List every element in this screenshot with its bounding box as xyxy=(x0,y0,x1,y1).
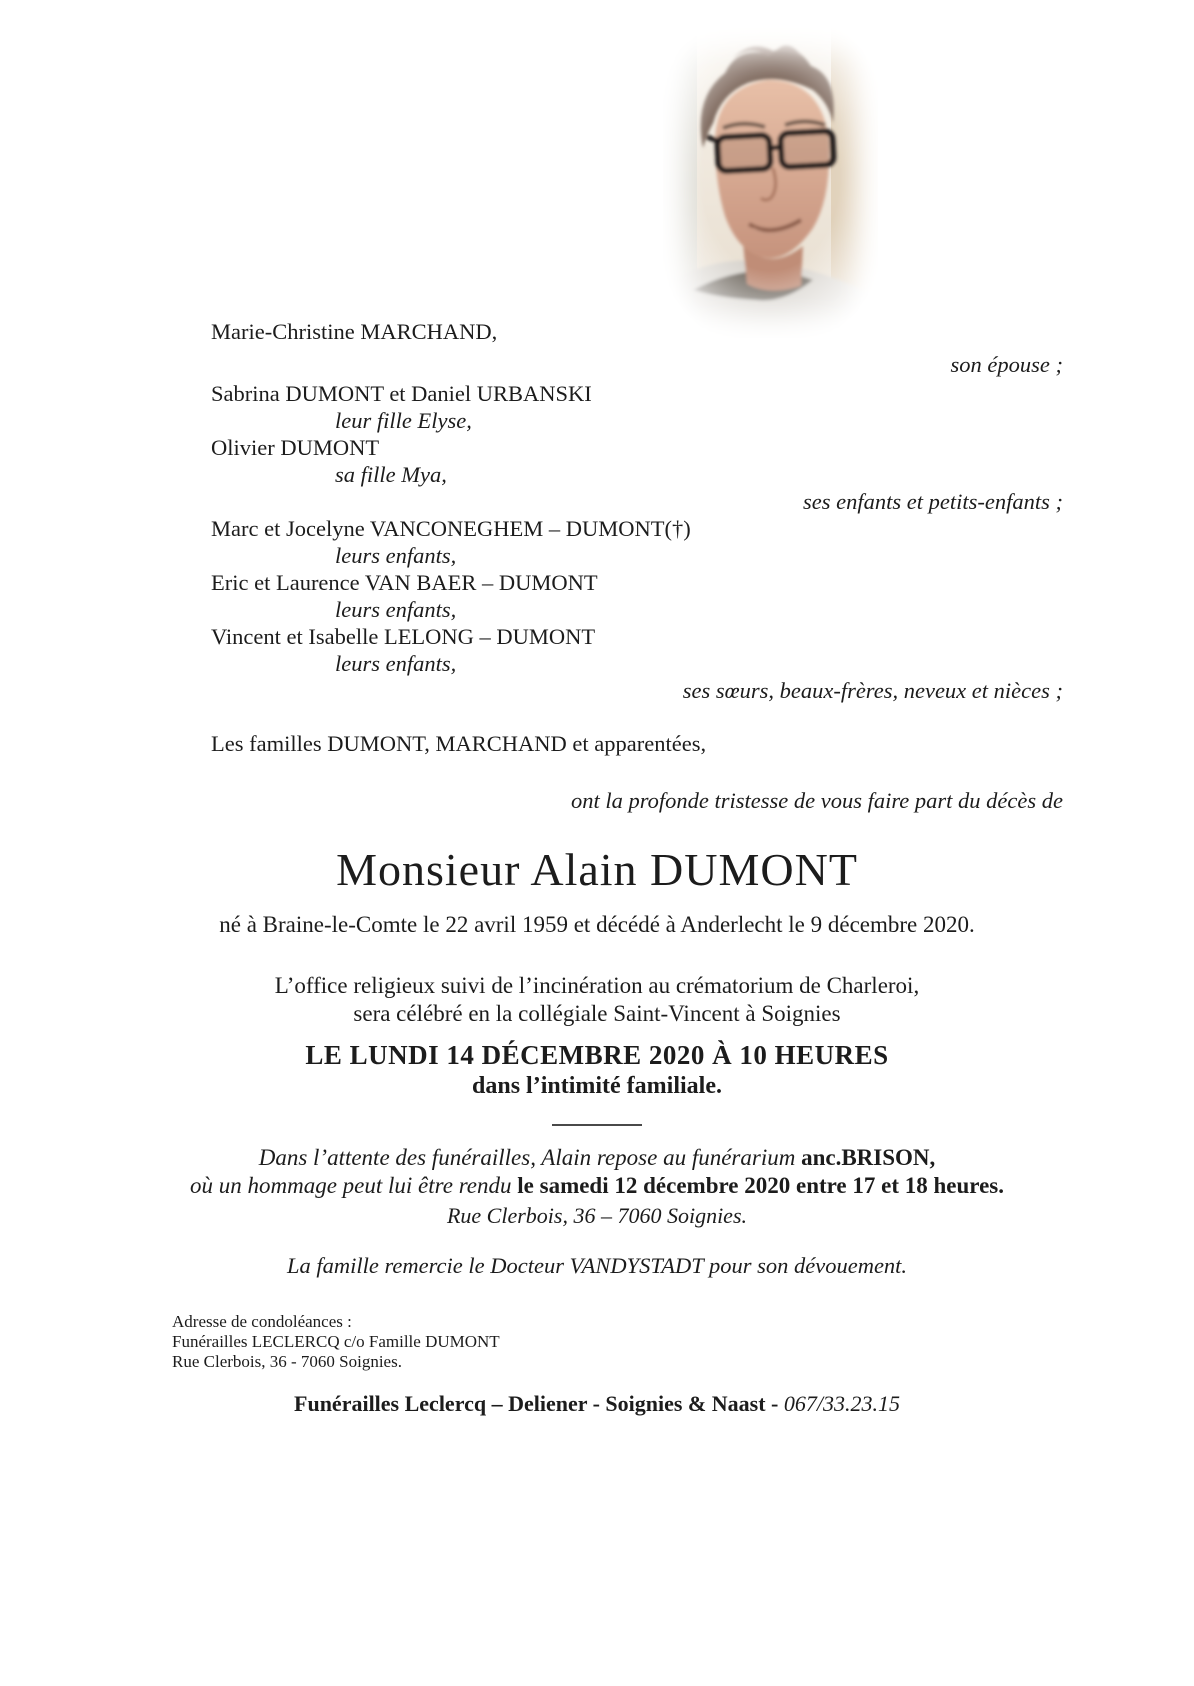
relatives-list xyxy=(211,318,1063,704)
funeral-home-footer xyxy=(0,1390,1194,1418)
condolences-block xyxy=(172,1312,1194,1372)
service-line-1: L’office religieux suivi de l’incinération au crématorium de Charleroi, xyxy=(274,973,920,998)
photo-fade-overlay xyxy=(663,28,878,338)
granddaughter-mya: sa fille Mya, xyxy=(335,462,447,487)
daughter-couple: Sabrina DUMONT et Daniel URBANSKI xyxy=(211,381,592,406)
repose-line-2-datetime: le samedi 12 décembre 2020 entre 17 et 18 heures. xyxy=(517,1173,1005,1198)
sister-family-3: Vincent et Isabelle LELONG – DUMONT xyxy=(211,624,596,649)
repose-line-1-text: Dans l’attente des funérailles, Alain repose au funérarium xyxy=(258,1145,802,1170)
repose-line-2-text: où un hommage peut lui être rendu xyxy=(189,1173,518,1198)
repose-line-2 xyxy=(0,1172,1194,1200)
condolences-title: Adresse de condoléances : xyxy=(172,1312,352,1331)
sister-family-2-children: leurs enfants, xyxy=(335,597,457,622)
sister-family-1: Marc et Jocelyne VANCONEGHEM – DUMONT(†) xyxy=(211,516,691,541)
granddaughter-elyse: leur fille Elyse, xyxy=(335,408,472,433)
condolences-line-1: Funérailles LECLERCQ c/o Famille DUMONT xyxy=(172,1332,500,1351)
announcement-line: ont la profonde tristesse de vous faire part du décès de xyxy=(570,788,1063,813)
service-privacy: dans l’intimité familiale. xyxy=(472,1073,722,1099)
son-name: Olivier DUMONT xyxy=(211,435,380,460)
service-line-2: sera célébré en la collégiale Saint-Vincent à Soignies xyxy=(353,1001,841,1026)
section-divider xyxy=(552,1124,642,1126)
deceased-portrait-photo xyxy=(663,28,878,338)
life-dates: né à Braine-le-Comte le 22 avril 1959 et décédé à Anderlecht le 9 décembre 2020. xyxy=(219,912,975,937)
sister-family-1-children: leurs enfants, xyxy=(335,543,457,568)
funeral-home-name: Funérailles Leclercq – Deliener - Soignies & Naast - xyxy=(294,1391,784,1416)
thanks-line: La famille remercie le Docteur VANDYSTADT pour son dévouement. xyxy=(286,1253,908,1278)
service-datetime: LE LUNDI 14 DÉCEMBRE 2020 À 10 HEURES xyxy=(305,1040,889,1070)
wife-name: Marie-Christine MARCHAND, xyxy=(211,319,498,344)
funeral-home-phone: 067/33.23.15 xyxy=(783,1391,900,1416)
families-line: Les familles DUMONT, MARCHAND et apparentées, xyxy=(211,731,707,756)
repose-line-1 xyxy=(0,1144,1194,1172)
wife-role: son épouse ; xyxy=(950,352,1063,377)
repose-address: Rue Clerbois, 36 – 7060 Soignies. xyxy=(446,1203,748,1228)
siblings-role: ses sœurs, beaux-frères, neveux et nièces ; xyxy=(682,678,1063,703)
repose-line-1-funeral-home: anc.BRISON, xyxy=(801,1145,936,1170)
sister-family-2: Eric et Laurence VAN BAER – DUMONT xyxy=(211,570,598,595)
deceased-name: Monsieur Alain DUMONT xyxy=(336,844,858,895)
children-role: ses enfants et petits-enfants ; xyxy=(803,489,1063,514)
condolences-line-2: Rue Clerbois, 36 - 7060 Soignies. xyxy=(172,1352,402,1371)
sister-family-3-children: leurs enfants, xyxy=(335,651,457,676)
